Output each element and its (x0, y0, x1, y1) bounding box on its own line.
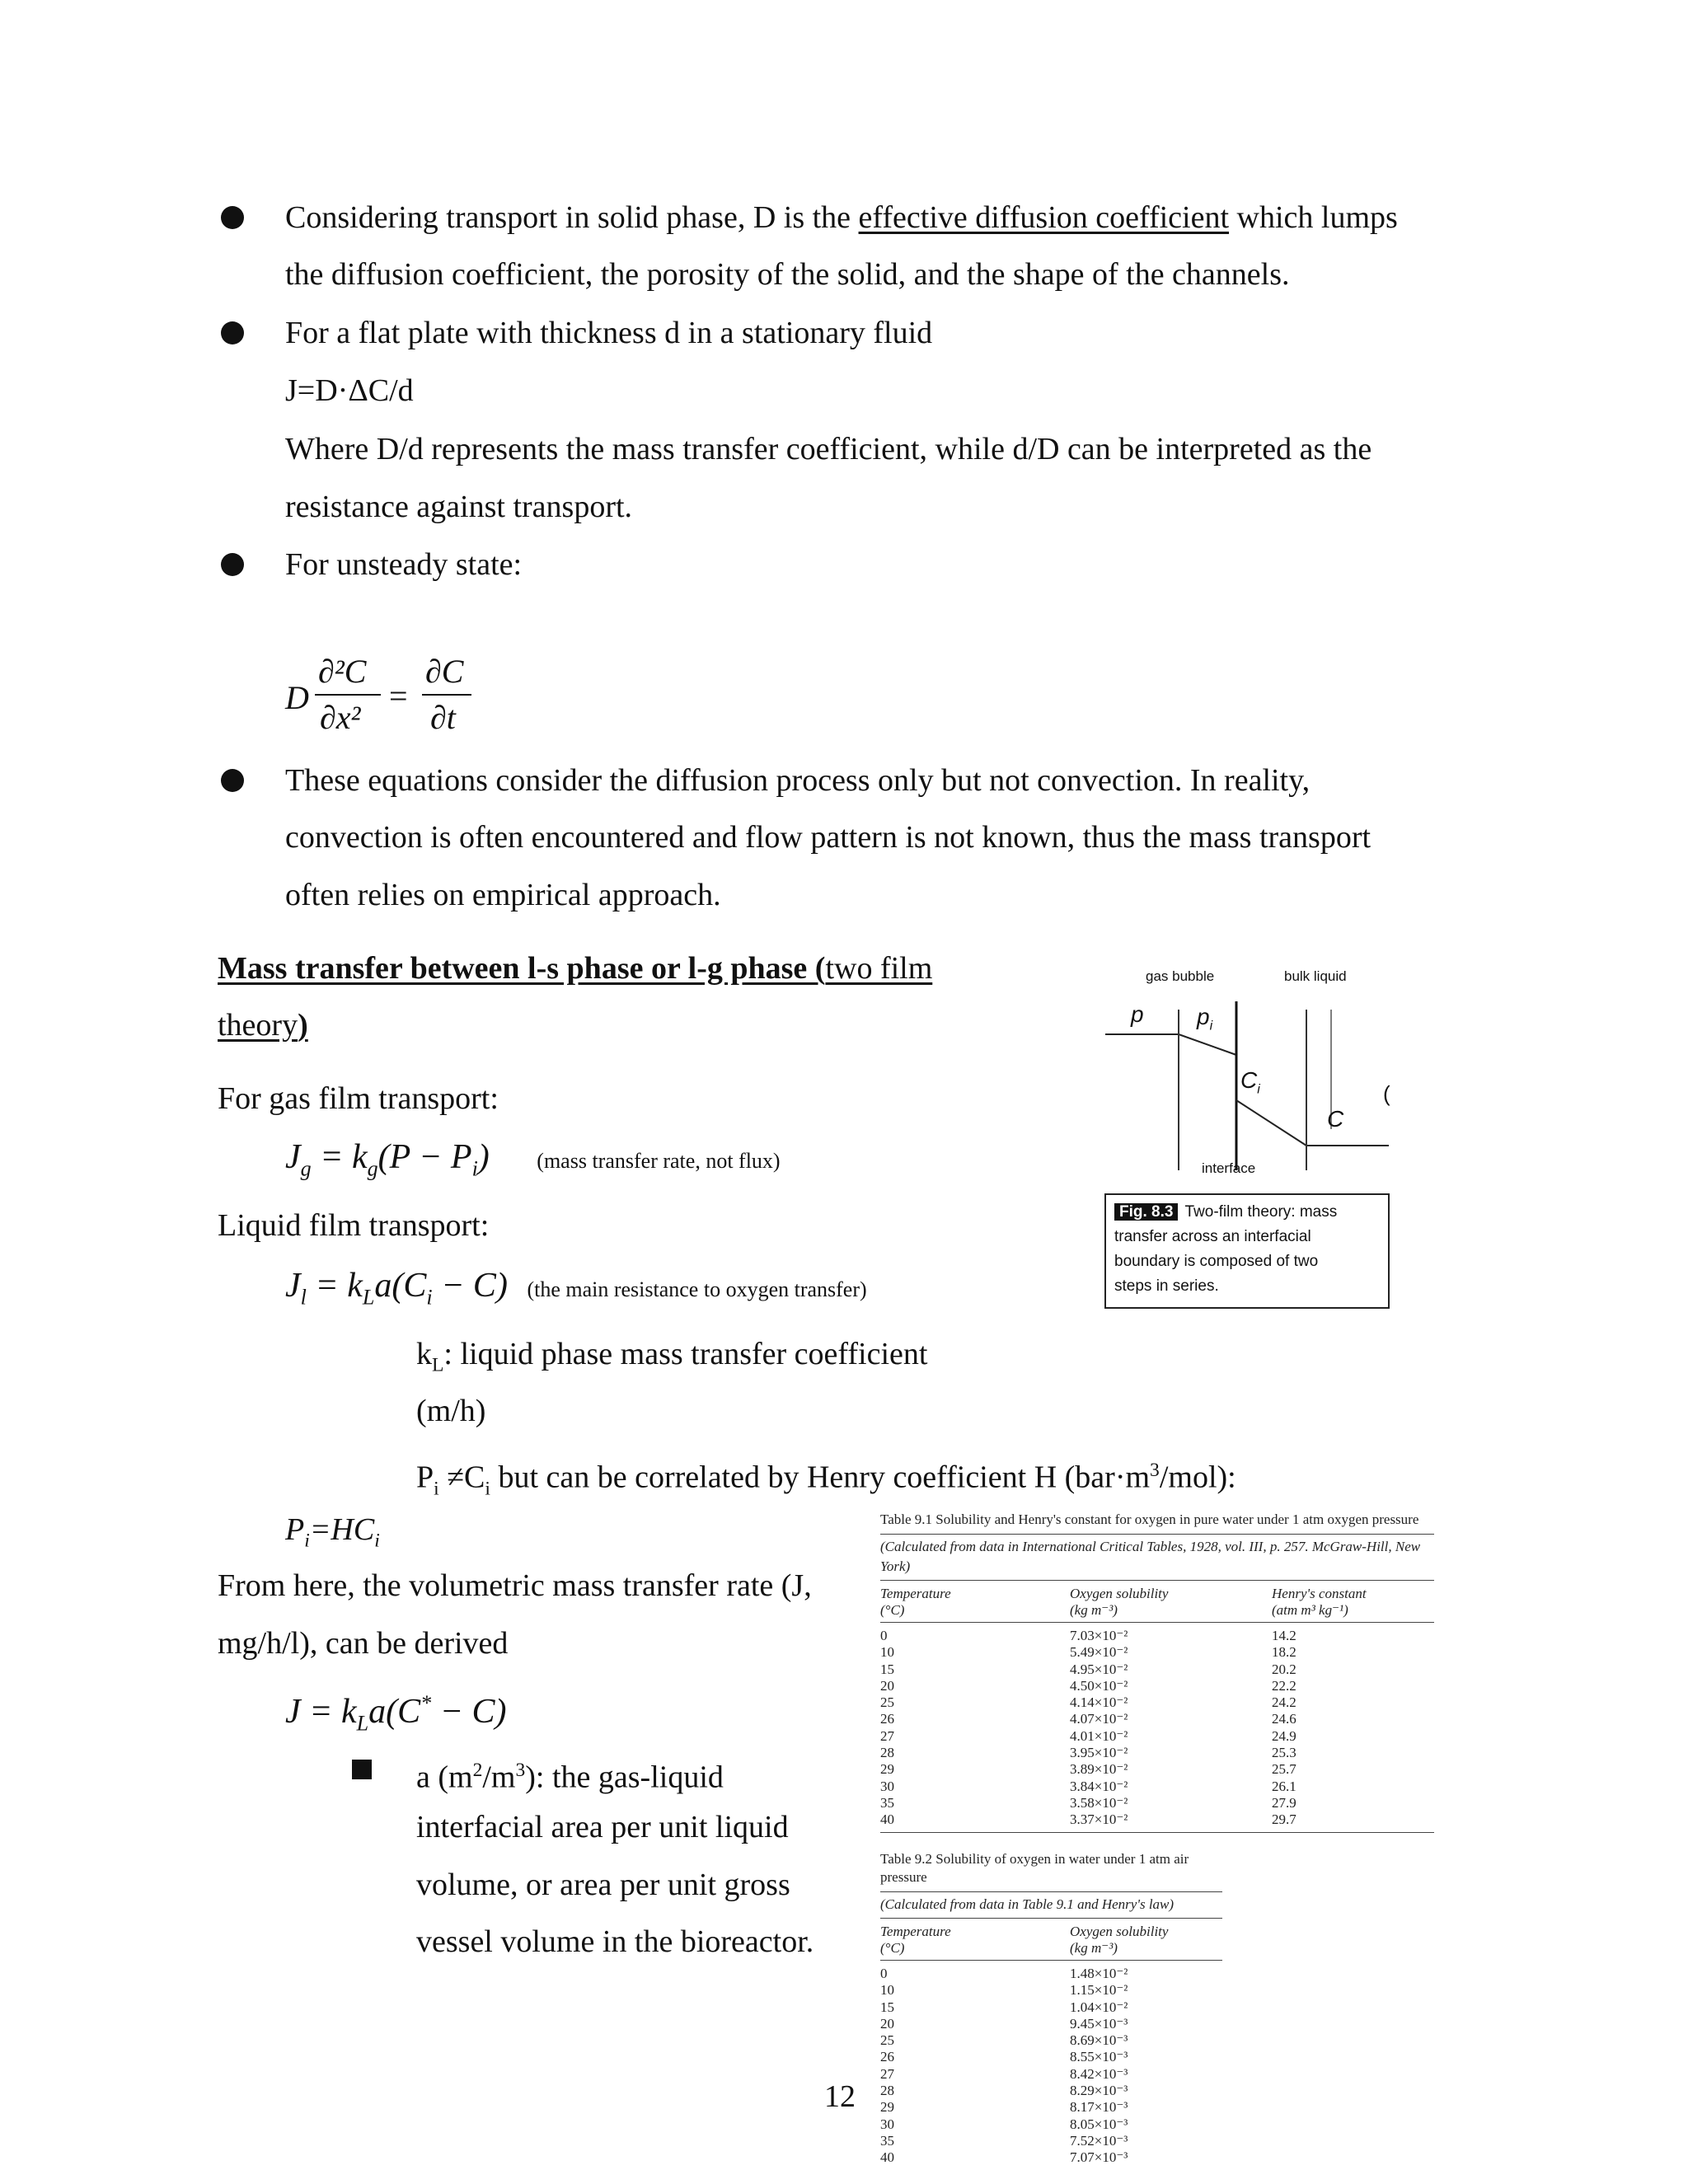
pde-d: D (285, 679, 309, 716)
table-9-1-row (880, 1745, 1434, 1761)
flux-equation: J=D·ΔC/d (285, 373, 414, 408)
table-9-2-row (880, 2049, 1222, 2065)
p-label: p (1131, 1001, 1144, 1027)
table-9-2-cell: 7.07×10⁻³ (1070, 2149, 1128, 2166)
table-9-1-row (880, 1694, 1434, 1711)
table-9-1-row (880, 1779, 1434, 1795)
table-9-2-cell: 10 (880, 1982, 894, 1999)
figure-caption: Fig. 8.3 Two-film theory: mass transfer across an interfacial boundary is composed of two steps in series. (1104, 1193, 1390, 1309)
table-9-2-cell: 8.05×10⁻³ (1070, 2116, 1128, 2132)
table-9-2-cell: 35 (880, 2132, 894, 2149)
table-9-1-cell: 3.58×10⁻² (1070, 1794, 1128, 1811)
table-9-2-cell: 20 (880, 2015, 894, 2032)
bullet-1-line-2: the diffusion coefficient, the porosity of the solid, and the shape of the channels. (285, 257, 1290, 292)
table-9-2-row (880, 2083, 1222, 2099)
table-9-2-source: (Calculated from data in Table 9.1 and Henry's law) (880, 1896, 1175, 1912)
table-9-1-cell: 4.95×10⁻² (1070, 1661, 1128, 1677)
bullet-2 (221, 321, 244, 344)
table-9-1-cell: 26 (880, 1711, 894, 1727)
table-9-1-cell: 40 (880, 1811, 894, 1828)
bullet-3 (221, 553, 244, 576)
table-9-2-cell: 40 (880, 2149, 894, 2166)
bullet-3-line-1: For unsteady state: (285, 547, 523, 582)
pde-den-right: ∂t (430, 699, 456, 736)
section-heading (218, 950, 932, 987)
table-9-1-header: Temperature (°C) Oxygen solubility (kg m⁻³) Henry's constant (atm m³ kg⁻¹) (880, 1586, 1367, 1618)
table-9-2-cell: 9.45×10⁻³ (1070, 2015, 1128, 2032)
gas-film-equation: $J_g = k_g(P - P_i)$ (mass transfer rate, not flux) (285, 1138, 781, 1181)
table-9-1-row (880, 1795, 1434, 1811)
liquid-film-note: (the main resistance to oxygen transfer) (527, 1277, 867, 1301)
kl-definition-line-1: $k_L$: liquid phase mass transfer coefficient (416, 1337, 928, 1376)
table-9-1-cell: 0 (880, 1628, 888, 1643)
two-film-diagram (1104, 964, 1418, 1187)
table-9-1-title: Table 9.1 Solubility and Henry's constant for oxygen in pure water under 1 atm oxygen pressure (880, 1511, 1419, 1527)
table-9-1-cell: 24.2 (1272, 1694, 1296, 1711)
table-9-2-row (880, 2066, 1222, 2083)
henry-law-equation: $P_i=HC_i$ (285, 1512, 380, 1552)
table-9-1-cell: 5.49×10⁻² (1070, 1644, 1128, 1661)
table-9-1-cell: 4.01×10⁻² (1070, 1727, 1128, 1744)
table-9-1-row (880, 1728, 1434, 1745)
pde-num-left: ∂²C (318, 653, 367, 690)
volumetric-rate-line-1: From here, the volumetric mass transfer rate (J, (218, 1568, 812, 1603)
table-9-2-row (880, 2032, 1222, 2049)
paren-mark: ( (1383, 1081, 1390, 1106)
unsteady-state-equation (285, 655, 483, 746)
volumetric-rate-line-2: mg/h/l), can be derived (218, 1626, 509, 1661)
table-9-2-cell: 1.04×10⁻² (1070, 1999, 1128, 2015)
pde-equals: = (389, 677, 408, 715)
table-9-2-cell: 8.55×10⁻³ (1070, 2049, 1128, 2065)
table-9-2: Table 9.2 Solubility of oxygen in water under 1 atm air pressure (Calculated from data in Table 9.1 and Henry's law) Temperature (°C) Oxygen solubility (kg m⁻³) 0 1.48×10⁻² 10 1.15×10⁻² 15 1.04×10⁻² 20 9.45×10⁻³ 25 8.69×10⁻³ 26 8.55×10⁻³ 27 8.42×10⁻³ 28 8.29×10⁻³ 29 8.17×10⁻³ 30 8.05×10⁻³ 35 7.52×10⁻³ 40 7.07×10⁻³ (880, 1850, 1222, 2167)
a-definition-line-3: volume, or area per unit gross (416, 1868, 790, 1902)
pde-fraction-bar-left (315, 694, 381, 696)
table-9-1-cell: 25 (880, 1694, 894, 1711)
table-9-2-cell: 29 (880, 2099, 894, 2116)
bullet-2-line-4: resistance against transport. (285, 490, 633, 524)
c-label: C (1327, 1106, 1344, 1132)
two-film-figure (1104, 964, 1418, 1187)
pi-label: $p_i$ (1197, 1004, 1213, 1033)
table-9-2-cell: 27 (880, 2065, 894, 2082)
bullet-1 (221, 206, 244, 229)
bullet-4-line-2: convection is often encountered and flow pattern is not known, thus the mass transport (285, 820, 1372, 855)
section-heading-line-2: theory) (218, 1008, 308, 1043)
bullet-4 (221, 769, 244, 792)
liquid-film-equation: $J_l = k_La(C_i - C)$ (the main resistance to oxygen transfer) (285, 1267, 867, 1310)
page-number: 12 (824, 2079, 856, 2114)
table-9-2-cell: 30 (880, 2116, 894, 2132)
table-9-1-cell: 20 (880, 1677, 894, 1694)
table-9-1-row (880, 1644, 1434, 1661)
liquid-film-label: Liquid film transport: (218, 1208, 490, 1243)
table-9-2-row (880, 1966, 1222, 1982)
table-9-1-cell: 26.1 (1272, 1778, 1296, 1794)
table-9-1-cell: 30 (880, 1778, 894, 1794)
table-9-2-cell: 26 (880, 2049, 894, 2065)
table-9-1-cell: 29 (880, 1761, 894, 1778)
kl-definition-line-2: (m/h) (416, 1394, 486, 1428)
table-9-2-cell: 15 (880, 1999, 894, 2015)
table-9-1-cell: 3.89×10⁻² (1070, 1761, 1128, 1778)
table-9-1-cell: 18.2 (1272, 1644, 1296, 1661)
table-9-1-cell: 4.07×10⁻² (1070, 1711, 1128, 1727)
table-9-2-row (880, 2116, 1222, 2133)
table-9-2-cell: 8.29×10⁻³ (1070, 2083, 1128, 2099)
table-9-1-source: (Calculated from data in International Critical Tables, 1928, vol. III, p. 257. McGraw-Hill, New York) (880, 1539, 1421, 1574)
table-9-2-cell: 8.69×10⁻³ (1070, 2032, 1128, 2049)
table-9-1-cell: 25.3 (1272, 1745, 1296, 1761)
table-9-1-row (880, 1711, 1434, 1727)
table-9-2-row (880, 2099, 1222, 2116)
table-9-1-cell: 20.2 (1272, 1661, 1296, 1677)
caption-tag: Fig. 8.3 (1114, 1203, 1178, 1221)
table-9-1-row (880, 1628, 1434, 1644)
table-9-2-cell: 8.42×10⁻³ (1070, 2065, 1128, 2082)
a-definition-line-2: interfacial area per unit liquid (416, 1810, 789, 1844)
interface-label: interface (1202, 1160, 1256, 1176)
table-9-1-cell: 27 (880, 1727, 894, 1744)
table-9-1-cell: 25.7 (1272, 1761, 1296, 1778)
table-9-1-cell: 35 (880, 1794, 894, 1811)
bullet-2-line-1: For a flat plate with thickness d in a stationary fluid (285, 316, 933, 350)
table-9-1-cell: 4.14×10⁻² (1070, 1694, 1128, 1711)
table-9-1-cell: 7.03×10⁻² (1070, 1628, 1128, 1643)
table-9-1-cell: 27.9 (1272, 1794, 1296, 1811)
table-9-2-cell: 0 (880, 1966, 888, 1981)
table-9-2-cell: 1.48×10⁻² (1070, 1966, 1128, 1981)
table-9-2-header: Temperature (°C) Oxygen solubility (kg m⁻³) (880, 1924, 1169, 1956)
table-9-2-cell: 7.52×10⁻³ (1070, 2132, 1128, 2149)
table-9-1-body (880, 1628, 1434, 1829)
table-9-2-title: Table 9.2 Solubility of oxygen in water under 1 atm air (880, 1851, 1189, 1867)
table-9-2-body (880, 1966, 1222, 2167)
table-9-2-row (880, 2133, 1222, 2149)
table-9-2-row (880, 1982, 1222, 1999)
bullet-4-line-3: often relies on empirical approach. (285, 878, 721, 912)
table-9-2-row (880, 2016, 1222, 2032)
volumetric-rate-equation: $J = k_La(C^* - C)$ (285, 1691, 507, 1736)
table-9-1-cell: 24.9 (1272, 1727, 1296, 1744)
table-9-1-cell: 22.2 (1272, 1677, 1296, 1694)
table-9-1-cell: 14.2 (1272, 1628, 1296, 1643)
a-definition-line-4: vessel volume in the bioreactor. (416, 1924, 814, 1959)
table-9-1-row (880, 1811, 1434, 1828)
table-9-1-cell: 24.6 (1272, 1711, 1296, 1727)
section-heading-line-1: Mass transfer between l-s phase or l-g phase (two film (218, 951, 933, 986)
table-9-1-cell: 15 (880, 1661, 894, 1677)
table-9-1-cell: 29.7 (1272, 1811, 1296, 1828)
table-9-2-row (880, 1999, 1222, 2016)
bullet-4-line-1: These equations consider the diffusion process only but not convection. In reality, (285, 763, 1311, 798)
a-definition-line-1: a $(m^2/m^3)$: the gas-liquid (416, 1760, 724, 1795)
table-9-1-cell: 3.37×10⁻² (1070, 1811, 1128, 1828)
table-9-1-row (880, 1661, 1434, 1678)
pde-num-right: ∂C (425, 653, 464, 690)
table-9-1-cell: 4.50×10⁻² (1070, 1677, 1128, 1694)
table-9-2-cell: 8.17×10⁻³ (1070, 2099, 1128, 2116)
table-9-1-cell: 10 (880, 1644, 894, 1661)
table-9-1-row (880, 1678, 1434, 1694)
table-9-2-row (880, 2149, 1222, 2166)
table-9-1-row (880, 1761, 1434, 1778)
table-9-2-cell: 28 (880, 2083, 894, 2099)
table-9-1-cell: 3.84×10⁻² (1070, 1778, 1128, 1794)
pde-fraction-bar-right (422, 694, 471, 696)
bulk-liquid-label: bulk liquid (1284, 968, 1347, 984)
bullet-2-line-3: Where D/d represents the mass transfer coefficient, while d/D can be interpreted as the (285, 432, 1372, 466)
ci-label: $C_i$ (1240, 1067, 1260, 1097)
table-9-2-cell: 25 (880, 2032, 894, 2049)
square-bullet (352, 1760, 372, 1779)
effective-diffusion-coefficient-term: effective diffusion coefficient (858, 200, 1230, 235)
table-9-2-cell: 1.15×10⁻² (1070, 1982, 1128, 1999)
gas-bubble-label: gas bubble (1146, 968, 1215, 984)
gas-film-note: (mass transfer rate, not flux) (537, 1149, 781, 1173)
gas-film-label: For gas film transport: (218, 1081, 499, 1116)
bullet-1-line-1: Considering transport in solid phase, D is the effective diffusion coefficient which lumps (285, 200, 1398, 235)
henry-sentence: $P_i \ne C_i$ but can be correlated by Henry coefficient H $(bar\cdot m^3/mol)$: (416, 1460, 1236, 1500)
pde-den-left: ∂x² (320, 699, 361, 736)
table-9-1-cell: 28 (880, 1745, 894, 1761)
table-9-1-cell: 3.95×10⁻² (1070, 1745, 1128, 1761)
table-9-1 (880, 1511, 1434, 1833)
